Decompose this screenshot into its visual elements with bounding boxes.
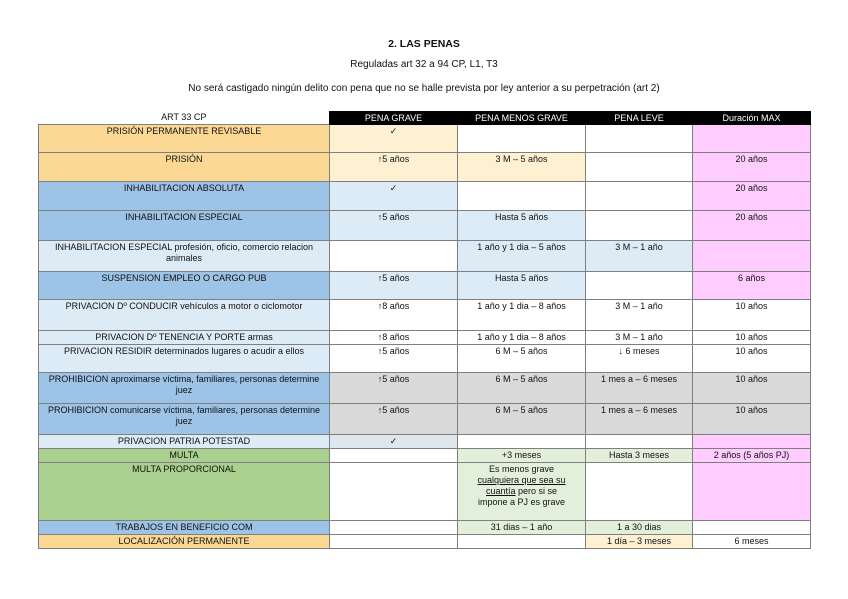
table-row	[39, 300, 811, 331]
cell-duracion	[693, 125, 811, 153]
cell-leve	[586, 125, 693, 153]
cell-menos-grave: 3 M – 5 años	[458, 153, 586, 182]
cell-grave: ✓	[330, 125, 458, 153]
row-name: INHABILITACION ESPECIAL	[39, 211, 330, 241]
cell-leve: 3 M – 1 año	[586, 241, 693, 272]
page-title: 2. LAS PENAS	[388, 38, 460, 50]
cell-duracion: 10 años	[693, 345, 811, 373]
cell-grave: ↑5 años	[330, 272, 458, 300]
table-row	[39, 373, 811, 404]
cell-leve	[586, 182, 693, 211]
note-line: cualquiera que sea su	[477, 475, 566, 485]
table-row	[39, 331, 811, 345]
table-row	[39, 521, 811, 535]
cell-menos-grave	[458, 435, 586, 449]
row-name: PROHIBICION aproximarse víctima, familiares, personas determine juez	[39, 373, 330, 404]
cell-duracion	[693, 521, 811, 535]
cell-duracion	[693, 241, 811, 272]
cell-duracion	[693, 463, 811, 521]
cell-menos-grave: +3 meses	[458, 449, 586, 463]
row-name: INHABILITACION ABSOLUTA	[39, 182, 330, 211]
cell-grave: ✓	[330, 435, 458, 449]
table-row	[39, 345, 811, 373]
cell-menos-grave: Hasta 5 años	[458, 272, 586, 300]
cell-grave	[330, 463, 458, 521]
cell-grave: ✓	[330, 182, 458, 211]
table-row	[39, 211, 811, 241]
cell-grave	[330, 241, 458, 272]
cell-leve	[586, 153, 693, 182]
penas-table	[38, 111, 811, 549]
cell-grave: ↑5 años	[330, 153, 458, 182]
table-row	[39, 272, 811, 300]
cell-leve: Hasta 3 meses	[586, 449, 693, 463]
note-line: Es menos grave	[488, 464, 555, 474]
row-name: MULTA PROPORCIONAL	[39, 463, 330, 521]
cell-menos-grave: 31 dias – 1 año	[458, 521, 586, 535]
cell-grave	[330, 535, 458, 549]
cell-menos-grave	[458, 535, 586, 549]
cell-menos-grave: 1 año y 1 dia – 8 años	[458, 300, 586, 331]
cell-menos-grave: 1 año y 1 dia – 8 años	[458, 331, 586, 345]
table-row	[39, 404, 811, 435]
table-row	[39, 153, 811, 182]
note-underlined-word: cuantía	[485, 486, 516, 496]
col-header-duracion: Duración MAX	[693, 112, 811, 125]
table-header-row	[39, 112, 811, 125]
row-name: PRIVACION PATRIA POTESTAD	[39, 435, 330, 449]
cell-duracion: 10 años	[693, 331, 811, 345]
cell-menos-grave: 1 año y 1 dia – 5 años	[458, 241, 586, 272]
col-header-leve: PENA LEVE	[586, 112, 693, 125]
table-row	[39, 241, 811, 272]
cell-leve	[586, 272, 693, 300]
row-name: INHABILITACION ESPECIAL profesión, oficio, comercio relacion animales	[39, 241, 330, 272]
row-name: PROHIBICION comunicarse víctima, familiares, personas determine juez	[39, 404, 330, 435]
cell-leve: 1 a 30 dias	[586, 521, 693, 535]
cell-grave	[330, 449, 458, 463]
cell-menos-grave	[458, 125, 586, 153]
row-name: PRISIÓN	[39, 153, 330, 182]
cell-leve: ↓ 6 meses	[586, 345, 693, 373]
cell-menos-grave: Hasta 5 años	[458, 211, 586, 241]
cell-leve	[586, 463, 693, 521]
note-line: impone a PJ es grave	[477, 497, 566, 507]
cell-grave: ↑5 años	[330, 404, 458, 435]
row-name: PRISIÓN PERMANENTE REVISABLE	[39, 125, 330, 153]
cell-duracion	[693, 435, 811, 449]
cell-menos-grave: 6 M – 5 años	[458, 345, 586, 373]
multa-proporcional-note	[458, 463, 586, 521]
row-name: TRABAJOS EN BENEFICIO COM	[39, 521, 330, 535]
cell-menos-grave: 6 M – 5 años	[458, 373, 586, 404]
row-name: PRIVACION RESIDIR determinados lugares o acudir a ellos	[39, 345, 330, 373]
cell-grave	[330, 521, 458, 535]
cell-leve	[586, 435, 693, 449]
cell-duracion: 10 años	[693, 300, 811, 331]
cell-grave: ↑5 años	[330, 373, 458, 404]
row-name: SUSPENSION EMPLEO O CARGO PUB	[39, 272, 330, 300]
note-text: pero si se	[515, 486, 558, 496]
cell-duracion: 2 años (5 años PJ)	[693, 449, 811, 463]
cell-duracion: 20 años	[693, 211, 811, 241]
cell-duracion: 6 años	[693, 272, 811, 300]
cell-grave: ↑5 años	[330, 211, 458, 241]
table-row	[39, 435, 811, 449]
cell-grave: ↑5 años	[330, 345, 458, 373]
cell-grave: ↑8 años	[330, 331, 458, 345]
page-subtitle: Reguladas art 32 a 94 CP, L1, T3	[350, 59, 498, 70]
cell-duracion: 20 años	[693, 182, 811, 211]
col-header-grave: PENA GRAVE	[330, 112, 458, 125]
page-note: No será castigado ningún delito con pena que no se halle prevista por ley anterior a su perpetración (art 2)	[188, 83, 660, 94]
table-row	[39, 535, 811, 549]
cell-leve: 1 mes a – 6 meses	[586, 373, 693, 404]
cell-leve: 1 día – 3 meses	[586, 535, 693, 549]
cell-grave: ↑8 años	[330, 300, 458, 331]
table-row	[39, 125, 811, 153]
cell-duracion: 10 años	[693, 404, 811, 435]
table-row	[39, 449, 811, 463]
note-line	[460, 486, 583, 497]
cell-leve	[586, 211, 693, 241]
row-name: PRIVACION Dº CONDUCIR vehículos a motor o ciclomotor	[39, 300, 330, 331]
cell-leve: 1 mes a – 6 meses	[586, 404, 693, 435]
cell-duracion: 6 meses	[693, 535, 811, 549]
cell-leve: 3 M – 1 año	[586, 300, 693, 331]
table-row	[39, 182, 811, 211]
row-name: LOCALIZACIÓN PERMANENTE	[39, 535, 330, 549]
row-name: PRIVACION Dº TENENCIA Y PORTE armas	[39, 331, 330, 345]
cell-menos-grave	[458, 182, 586, 211]
col-header-art: ART 33 CP	[39, 112, 330, 125]
cell-leve: 3 M – 1 año	[586, 331, 693, 345]
row-name: MULTA	[39, 449, 330, 463]
cell-duracion: 20 años	[693, 153, 811, 182]
cell-duracion: 10 años	[693, 373, 811, 404]
col-header-menos-grave: PENA MENOS GRAVE	[458, 112, 586, 125]
cell-menos-grave: 6 M – 5 años	[458, 404, 586, 435]
table-row	[39, 463, 811, 521]
